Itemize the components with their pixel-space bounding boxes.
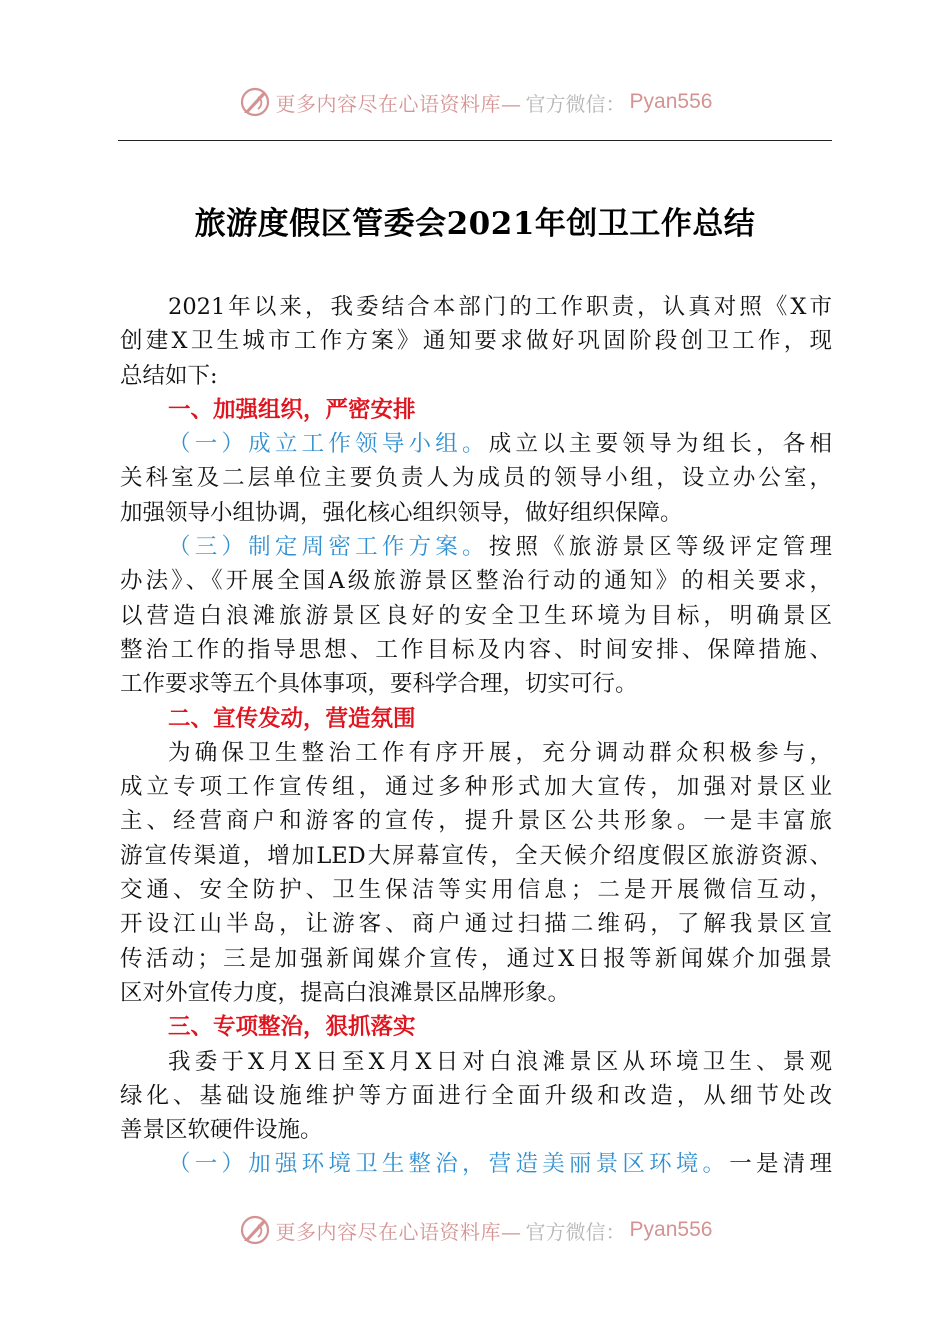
watermark-wechat-id: Pyan556 [629,90,713,113]
watermark-wechat-label: 官方微信： [525,91,626,116]
section2-heading: 二、宣传发动，营造氛围 [168,705,416,732]
subsection-heading: （一）加强环境卫生整治，营造美丽景区环境。 [168,1151,730,1178]
paragraph-line: 以营造白浪滩旅游景区良好的安全卫生环境为目标，明确景区 [120,602,832,629]
section1-heading: 一、加强组织，严密安排 [168,396,416,423]
intro-line: 2021年以来，我委结合本部门的工作职责，认真对照《X市 [168,294,832,320]
paragraph-line: 区对外宣传力度，提高白浪滩景区品牌形象。 [120,979,571,1006]
watermark-site-text: 更多内容尽在心语资料库— [275,1219,522,1244]
document-title: 旅游度假区管委会2021年创卫工作总结 [194,206,756,242]
quill-logo-icon [238,85,272,119]
watermark-site-text: 更多内容尽在心语资料库— [275,91,522,116]
header-watermark [0,82,950,122]
document-body [120,290,832,1182]
paragraph-line [120,530,832,564]
paragraph-line: 办法》、《开展全国A级旅游景区整治行动的通知》的相关要求， [120,568,832,595]
section-heading [120,702,832,736]
intro-line: 创建X卫生城市工作方案》通知要求做好巩固阶段创卫工作，现 [120,328,832,355]
section3-heading: 三、专项整治，狠抓落实 [168,1014,416,1041]
paragraph-line: 开设江山半岛，让游客、商户通过扫描二维码，了解我景区宣 [120,911,832,938]
paragraph-line: 加强领导小组协调，强化核心组织领导，做好组织保障。 [120,499,683,526]
paragraph-line: 工作要求等五个具体事项，要科学合理，切实可行。 [120,671,638,698]
watermark-wechat-id: Pyan556 [629,1218,713,1241]
paragraph-text: 成立以主要领导为组长，各相 [488,431,832,458]
paragraph-line: 为确保卫生整治工作有序开展，充分调动群众积极参与， [168,739,832,766]
paragraph-line: 主、经营商户和游客的宣传，提升景区公共形象。一是丰富旅 [120,808,832,835]
section-heading [120,393,832,427]
paragraph-line: 交通、安全防护、卫生保洁等实用信息；二是开展微信互动， [120,877,832,904]
paragraph-line: 整治工作的指导思想、工作目标及内容、时间安排、保障措施、 [120,636,832,663]
paragraph-line: 游宣传渠道，增加LED大屏幕宣传，全天候介绍度假区旅游资源、 [120,842,832,869]
subsection-heading: （三）制定周密工作方案。 [168,534,489,561]
section-heading [120,1010,832,1044]
paragraph-line: 成立专项工作宣传组，通过多种形式加大宣传，加强对景区业 [120,774,832,801]
intro-line: 总结如下: [120,362,218,389]
paragraph-text: 按照《旅游景区等级评定管理 [488,534,832,561]
paragraph-line: 传活动；三是加强新闻媒介宣传，通过X日报等新闻媒介加强景 [120,945,832,972]
subsection-heading: （一）成立工作领导小组。 [168,431,489,458]
paragraph-line [120,1147,832,1181]
watermark-wechat-label: 官方微信： [525,1219,626,1244]
footer-watermark [0,1210,950,1250]
header-divider [118,140,832,141]
paragraph-line: 我委于X月X日至X月X日对白浪滩景区从环境卫生、景观 [168,1048,832,1075]
paragraph-line [120,427,832,461]
paragraph-text: 一是清理 [729,1151,832,1178]
paragraph-line: 善景区软硬件设施。 [120,1117,323,1144]
paragraph-line: 关科室及二层单位主要负责人为成员的领导小组，设立办公室， [120,465,832,492]
quill-logo-icon [238,1213,272,1247]
paragraph-line: 绿化、基础设施维护等方面进行全面升级和改造，从细节处改 [120,1082,832,1109]
